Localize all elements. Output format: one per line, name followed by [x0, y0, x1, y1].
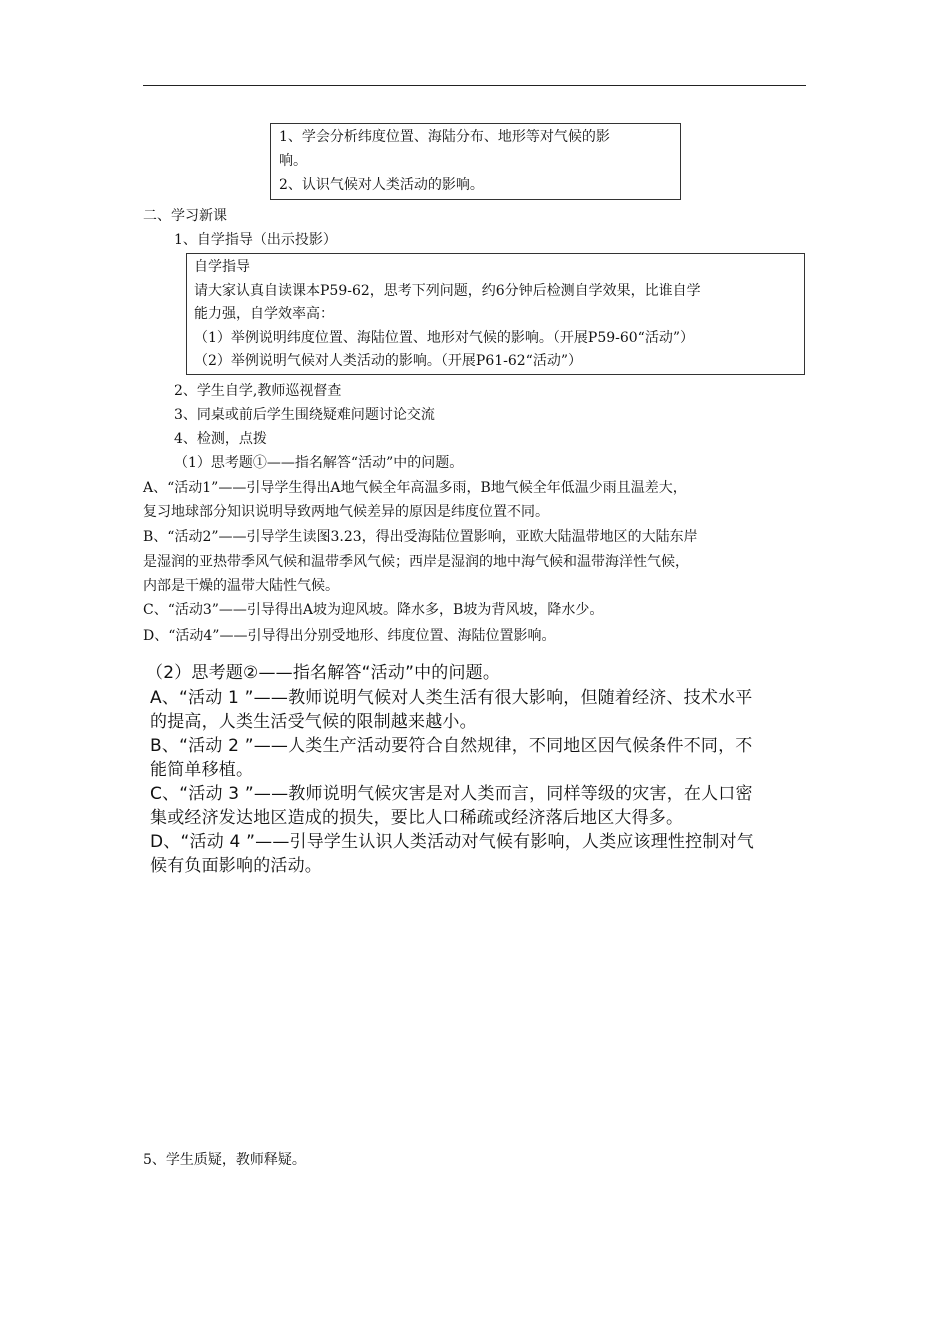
q2-d-line-2: 候有负面影响的活动。	[150, 856, 322, 876]
q1-d-line-1: D、“活动4”——引导得出分别受地形、纬度位置、海陆位置影响。	[143, 628, 556, 644]
q2-c-line-1: C、“活动 3 ”——教师说明气候灾害是对人类而言，同样等级的灾害，在人口密	[150, 784, 753, 804]
step-3: 3、同桌或前后学生围绕疑难问题讨论交流	[174, 407, 435, 423]
q2-a-line-2: 的提高，人类生活受气候的限制越来越小。	[150, 712, 477, 732]
q1-a-line-2: 复习地球部分知识说明导致两地气候差异的原因是纬度位置不同。	[143, 504, 549, 520]
q1-c-line-1: C、“活动3”——引导得出A坡为迎风坡。降水多，B坡为背风坡，降水少。	[143, 602, 604, 618]
step-5: 5、学生质疑，教师释疑。	[143, 1152, 306, 1168]
q2-c-line-2: 集或经济发达地区造成的损失，要比人口稀疏或经济落后地区大得多。	[150, 808, 684, 828]
guide-item-2: （2）举例说明气候对人类活动的影响。（开展P61-62“活动”）	[194, 353, 582, 369]
q1-a-line-1: A、“活动1”——引导学生得出A地气候全年高温多雨，B地气候全年低温少雨且温差大，	[143, 480, 687, 496]
q2-b-line-2: 能简单移植。	[150, 760, 254, 780]
objective-line-2: 响。	[279, 153, 307, 169]
guide-line-1: 请大家认真自读课本P59-62，思考下列问题，约6分钟后检测自学效果，比谁自学	[194, 283, 701, 299]
q2-heading: （2）思考题②——指名解答“活动”中的问题。	[146, 663, 501, 683]
step-2: 2、学生自学,教师巡视督查	[174, 383, 342, 399]
guide-title: 自学指导	[194, 259, 250, 275]
q1-b-line-2: 是湿润的亚热带季风气候和温带季风气候；西岸是湿润的地中海气候和温带海洋性气候，	[143, 554, 689, 570]
objective-line-1: 1、学会分析纬度位置、海陆分布、地形等对气候的影	[279, 129, 610, 145]
step-1: 1、自学指导（出示投影）	[174, 232, 337, 248]
section-heading: 二、学习新课	[143, 208, 227, 224]
step-4: 4、检测，点拨	[174, 431, 267, 447]
q2-a-line-1: A、“活动 1 ”——教师说明气候对人类生活有很大影响，但随着经济、技术水平	[150, 688, 753, 708]
q2-b-line-1: B、“活动 2 ”——人类生产活动要符合自然规律，不同地区因气候条件不同，不	[150, 736, 753, 756]
guide-item-1: （1）举例说明纬度位置、海陆位置、地形对气候的影响。（开展P59-60“活动”）	[194, 330, 694, 346]
header-rule	[143, 85, 806, 86]
q1-heading: （1）思考题①——指名解答“活动”中的问题。	[174, 455, 464, 471]
q2-d-line-1: D、“活动 4 ”——引导学生认识人类活动对气候有影响，人类应该理性控制对气	[150, 832, 754, 852]
guide-line-2: 能力强，自学效率高：	[194, 306, 334, 322]
objective-line-3: 2、认识气候对人类活动的影响。	[279, 177, 484, 193]
q1-b-line-1: B、“活动2”——引导学生读图3.23，得出受海陆位置影响，亚欧大陆温带地区的大陆东岸	[143, 529, 698, 545]
q1-b-line-3: 内部是干燥的温带大陆性气候。	[143, 578, 339, 594]
